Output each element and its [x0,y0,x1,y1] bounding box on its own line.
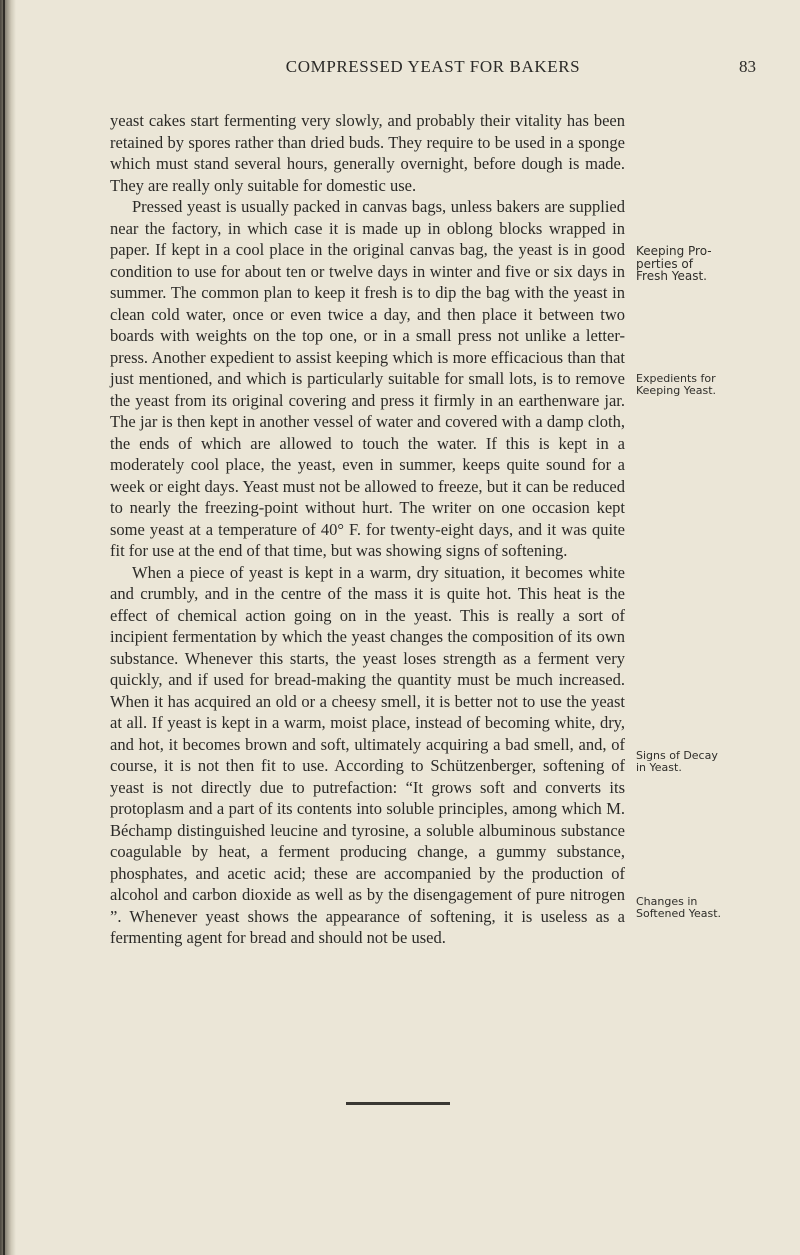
sidenote-line: Keeping Yeast. [636,383,716,397]
sidenote-line: in Yeast. [636,760,682,774]
sidenote-line: Keeping Pro- [636,244,712,258]
page-header [110,57,756,83]
sidenote-line: Softened Yeast. [636,906,721,920]
paragraph-2: Pressed yeast is usually packed in canvas bags, unless bakers are supplied near the factory, in which case it is made up in oblong blocks wrapped in paper. If kept in a cool place in the original canvas bag, the yeast is in good condition to use for about ten or twelve days in winter and five or six days in summer. The common plan to keep it fresh is to dip the bag with the yeast in clean cold water, once or even twice a day, and then place it between two boards with weights on the top one, or in a small press not unlike a letter-press. Another expedient to assist keeping which is more efficacious than that just mentioned, and which is particularly suitable for small lots, is to remove the yeast from its original covering and press it firmly in an earthenware jar. The jar is then kept in another vessel of water and covered with a damp cloth, the ends of which are allowed to touch the water. If this is kept in a moderately cool place, the yeast, even in summer, keeps quite sound for a week or eight days. Yeast must not be allowed to freeze, but it can be reduced to nearly the freezing-point without hurt. The writer on one occasion kept some yeast at a temperature of 40° F. for twenty-eight days, and it was quite fit for use at the end of that time, but was showing signs of softening. [110,197,625,560]
running-title: COMPRESSED YEAST FOR BAKERS [285,57,581,76]
sidenote-line: Changes in [636,895,698,908]
paragraph-1: yeast cakes start fermenting very slowly, and probably their vitality has been retained by spores rather than dried buds. They require to be used in a sponge which must stand several hours, generally overnight, before dough is made. They are really only suitable for domestic use. [110,111,625,195]
sidenote-line: Signs of Decay [636,749,718,762]
sidenote-keeping-properties [636,245,771,283]
end-rule [346,1102,450,1105]
sidenote-line: Expedients for [636,372,716,385]
book-gutter-edge [0,0,16,1255]
sidenote-line: Fresh Yeast. [636,269,707,283]
sidenote-line: perties of [636,256,693,271]
sidenote-changes-softened [636,896,771,919]
body-text [110,110,625,949]
page-number: 83 [739,57,756,76]
sidenote-expedients [636,373,771,396]
sidenote-signs-of-decay [636,750,771,773]
paragraph-3: When a piece of yeast is kept in a warm, dry situation, it becomes white and crumbly, and in the centre of the mass it is quite hot. This heat is the effect of chemical action going on in the yeast. This is really a sort of incipient fermentation by which the yeast changes the composition of its own substance. Whenever this starts, the yeast loses strength as a ferment very quickly, and if used for bread-making the quantity must be much increased. When it has acquired an old or a cheesy smell, it is better not to use the yeast at all. If yeast is kept in a warm, moist place, instead of becoming white, dry, and hot, it becomes brown and soft, ultimately acquiring a bad smell, and, of course, it is not then fit to use. According to Schützenberger, softening of yeast is not directly due to putrefaction: “It grows soft and converts its protoplasm and a part of its contents into soluble principles, among which M. Béchamp distinguished leucine and tyrosine, a soluble albuminous substance coagulable by heat, a ferment producing change, a gummy substance, phosphates, and acetic acid; these are accompanied by the production of alcohol and carbon dioxide as well as by the disengagement of pure nitrogen ”. Whenever yeast shows the appearance of softening, it is useless as a fermenting agent for bread and should not be used. [110,562,625,947]
